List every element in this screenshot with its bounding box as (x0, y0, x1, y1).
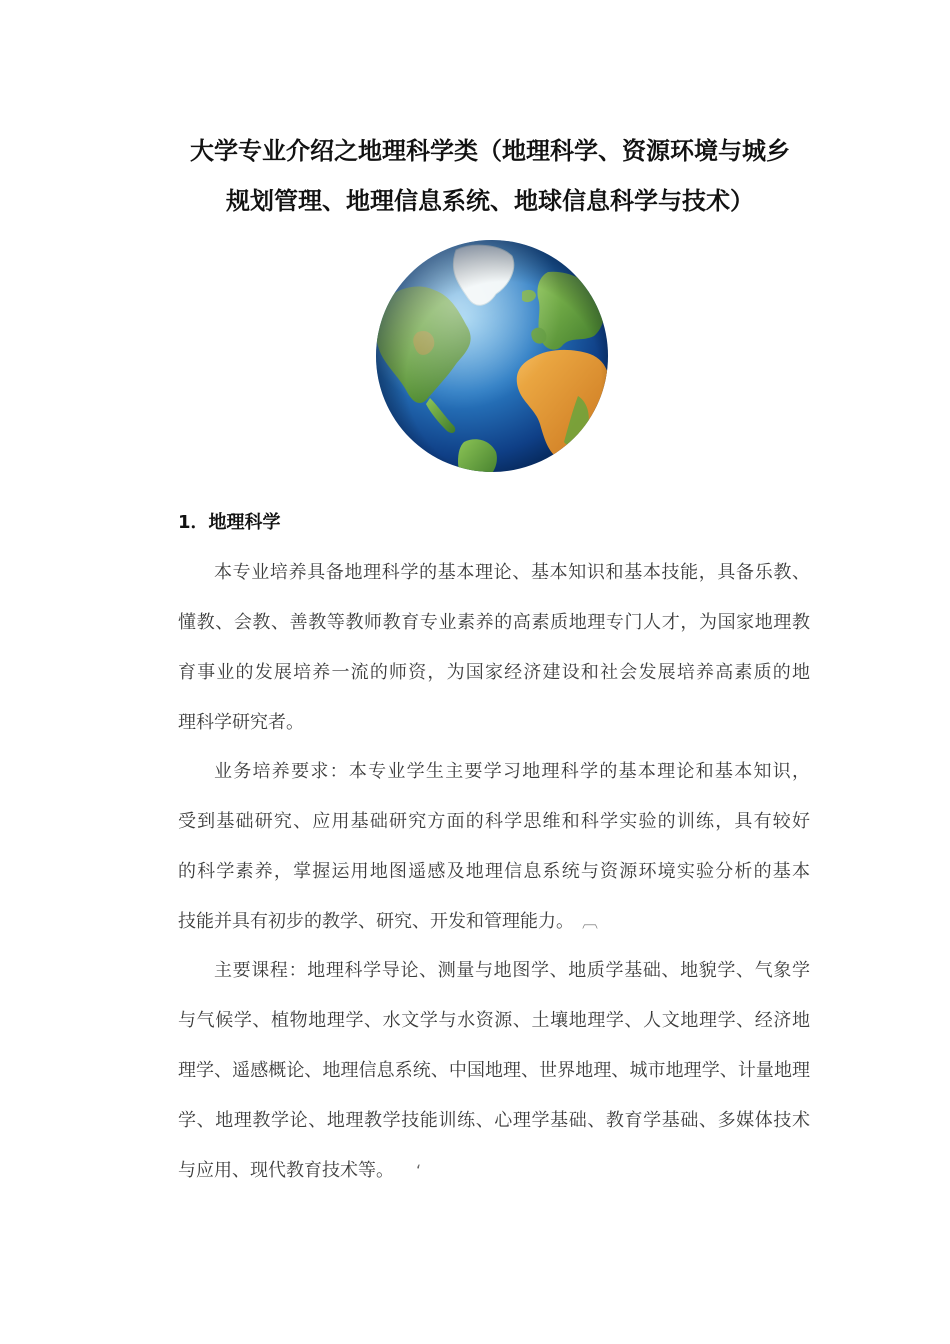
paragraph-training-requirements (178, 747, 810, 947)
document-title-line-1: 大学专业介绍之地理科学类（地理科学、资源环境与城乡 (190, 137, 790, 165)
paragraph-main-courses (178, 946, 810, 1196)
document-title-line-2: 规划管理、地理信息系统、地球信息科学与技术） (226, 187, 754, 215)
paragraph-line-with-mark (178, 1146, 810, 1196)
section-heading-geography-science: 1．地理科学 (178, 512, 281, 533)
stray-mark: ︹ (582, 912, 599, 931)
paragraph-line: 主要课程：地理科学导论、测量与地图学、地质学基础、地貌学、气象学 (214, 960, 810, 981)
paragraph-line: 的科学素养，掌握运用地图遥感及地理信息系统与资源环境实验分析的基本 (178, 861, 810, 882)
globe-icon (372, 236, 612, 476)
paragraph-line: 与气候学、植物地理学、水文学与水资源、土壤地理学、人文地理学、经济地 (178, 1010, 810, 1031)
stray-mark: ‘ (416, 1161, 422, 1180)
paragraph-line: 业务培养要求：本专业学生主要学习地理科学的基本理论和基本知识， (214, 761, 810, 782)
paragraph-line: 与应用、现代教育技术等。 (178, 1160, 394, 1181)
paragraph-line: 本专业培养具备地理科学的基本理论、基本知识和基本技能，具备乐教、 (214, 562, 810, 583)
paragraph-line: 受到基础研究、应用基础研究方面的科学思维和科学实验的训练，具有较好 (178, 811, 810, 832)
paragraph-line: 理学、遥感概论、地理信息系统、中国地理、世界地理、城市地理学、计量地理 (178, 1060, 810, 1081)
paragraph-line: 理科学研究者。 (178, 712, 304, 733)
paragraph-line: 技能并具有初步的教学、研究、开发和管理能力。 (178, 911, 574, 932)
paragraph-line: 懂教、会教、善教等教师教育专业素养的高素质地理专门人才，为国家地理教 (178, 612, 810, 633)
paragraph-training-goal (178, 548, 810, 748)
globe-illustration (372, 236, 612, 476)
paragraph-line-with-mark (178, 897, 810, 947)
paragraph-line: 育事业的发展培养一流的师资，为国家经济建设和社会发展培养高素质的地 (178, 662, 810, 683)
paragraph-line: 学、地理教学论、地理教学技能训练、心理学基础、教育学基础、多媒体技术 (178, 1110, 810, 1131)
